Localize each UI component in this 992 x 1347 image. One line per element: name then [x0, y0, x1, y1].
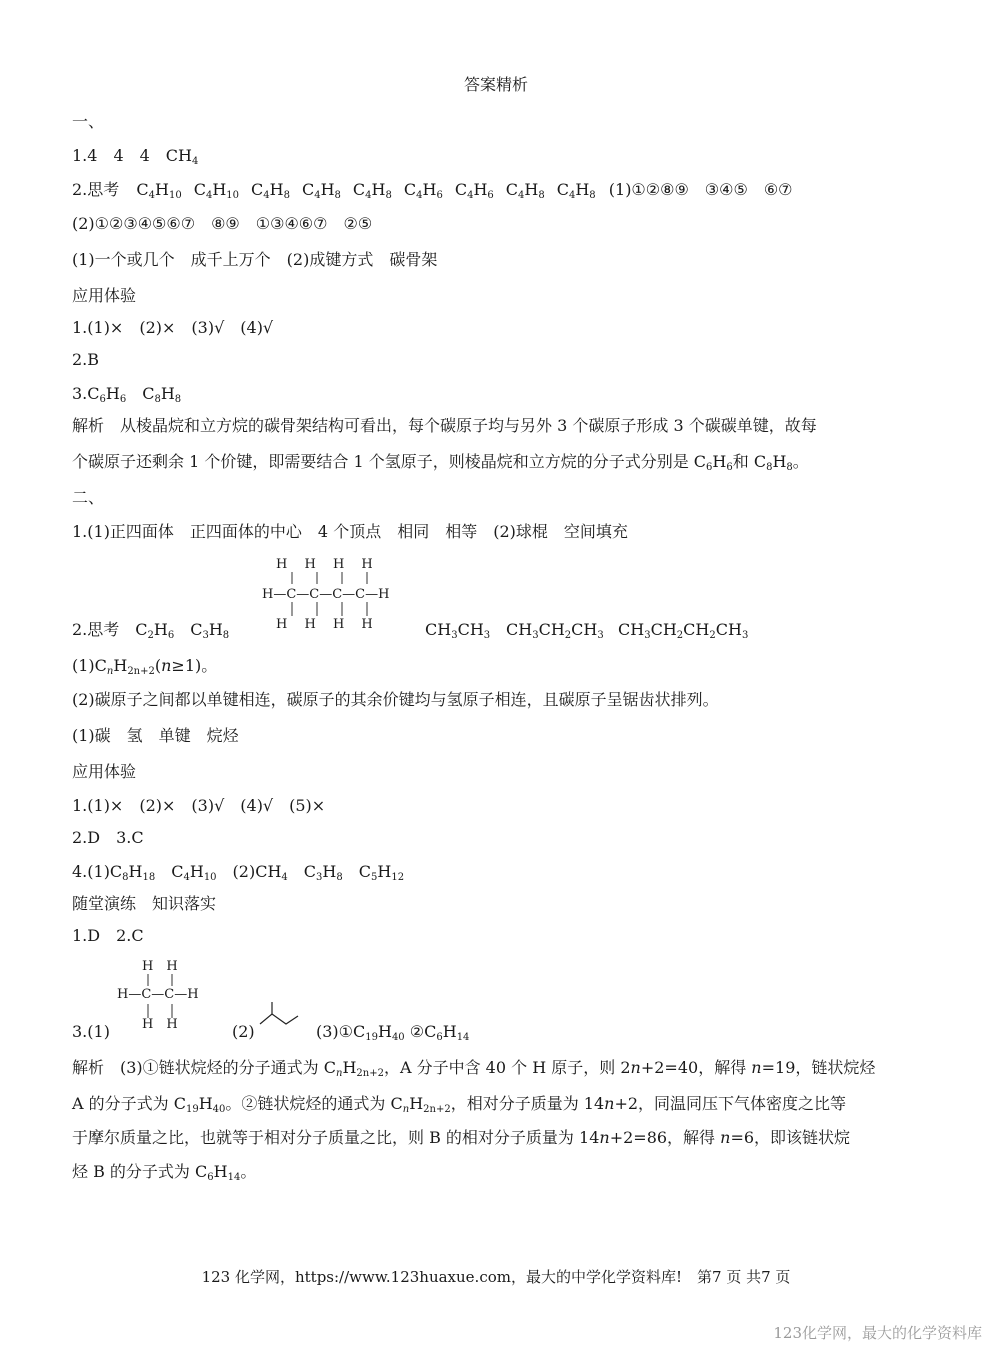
answer-line: 1.(1)正四面体 正四面体的中心 4 个顶点 相同 相等 (2)球棍 空间填充 [72, 522, 628, 541]
analysis-text: 烃 B 的分子式为 $C_6H_{14}$。 [72, 1162, 257, 1183]
ethane-structure-top: H H [142, 959, 178, 974]
section-heading-2: 二、 [72, 488, 105, 507]
condensed-formula-ethane: $CH_3CH_3$ [425, 620, 491, 641]
molecular-formula: $C_4H_8$ [352, 180, 392, 201]
condensed-formula-butane: $CH_3CH_2CH_2CH_3$ [618, 620, 749, 641]
analysis-text: 于摩尔质量之比，也就等于相对分子质量之比，则 B 的相对分子质量为 14n+2=86，解得 n=6，即该链状烷 [72, 1128, 851, 1147]
answer-line: (2) [232, 1022, 255, 1041]
molecular-formula: $C_4H_{10}$ [136, 180, 182, 201]
molecular-formula: $C_4H_8$ [505, 180, 545, 201]
analysis-text: 解析 从棱晶烷和立方烷的碳骨架结构可看出，每个碳原子均与另外 3 个碳原子形成 3 个碳碳单键，故每 [72, 416, 817, 435]
butane-structure-bottom: H H H H [276, 617, 373, 632]
answer-line: 1.4 4 4 $CH_4$ [72, 146, 199, 167]
answer-line: (1)一个或几个 成千上万个 (2)成键方式 碳骨架 [72, 250, 438, 269]
molecular-formula: $C_4H_8$ [251, 180, 290, 201]
answer-line: 3.(1) [72, 1022, 110, 1041]
page-footer: 123 化学网，https://www.123huaxue.com，最大的中学化学资料库! 第7 页 共7 页 [201, 1268, 791, 1286]
subheading: 应用体验 [72, 286, 137, 305]
molecular-formula: $C_4H_6$ [454, 180, 494, 201]
ethane-bonds [140, 972, 190, 1020]
condensed-formula-propane: $CH_3CH_2CH_3$ [506, 620, 604, 641]
answer-line: (2)碳原子之间都以单键相连，碳原子的其余价键均与氢原子相连，且碳原子呈锯齿状排列。 [72, 690, 719, 709]
answer-line: $(3)①C_{19}H_{40}$ $②C_6H_{14}$ [316, 1022, 470, 1043]
answer-line: (1)碳 氢 单键 烷烃 [72, 726, 239, 745]
answer-line: 2.思考 $C_2H_6$ $C_3H_8$ [72, 620, 230, 641]
section-heading-1: 一、 [72, 112, 105, 131]
answer-line: 2.思考 $C_4H_{10}$ $C_4H_{10}$ $C_4H_8$ $C_4H_8$ $C_4H_8$ $C_4H_6$ $C_4H_6$ $C_4H_8$ $C_4H_8$ (1)①②⑧⑨ ③④⑤ ⑥⑦ [72, 180, 793, 201]
answer-line: 1.(1)× (2)× (3)√ (4)√ (5)× [72, 796, 326, 815]
page-title: 答案精析 [463, 75, 528, 94]
analysis-text: A 的分子式为 $C_{19}H_{40}$。②链状烷烃的通式为 $C_nH_{2n+2}$，相对分子质量为 14n+2，同温同压下气体密度之比等 [72, 1094, 847, 1115]
answer-line: (2)①②③④⑤⑥⑦ ⑧⑨ ①③④⑥⑦ ②⑤ [72, 214, 373, 233]
molecular-formula: $C_4H_8$ [556, 180, 596, 201]
butane-structure-top: H H H H [276, 557, 373, 572]
analysis-text: 个碳原子还剩余 1 个价键，即需要结合 1 个氢原子，则棱晶烷和立方烷的分子式分别是 $C_6H_6$和 $C_8H_8$。 [72, 452, 809, 473]
answer-line: 2.B [72, 350, 100, 369]
ethane-structure-main: H—C—C—H [117, 987, 199, 1002]
butane-bonds [280, 570, 380, 618]
answer-line: 2.D 3.C [72, 828, 144, 847]
answer-line: 1.D 2.C [72, 926, 144, 945]
isobutane-skeletal-icon [256, 1000, 300, 1028]
molecular-formula: $C_4H_{10}$ [193, 180, 239, 201]
analysis-text: 解析 (3)①链状烷烃的分子通式为 $C_nH_{2n+2}$，A 分子中含 40 个 H 原子，则 2n+2=40，解得 n=19，链状烷烃 [72, 1058, 876, 1079]
subheading: 应用体验 [72, 762, 137, 781]
answer-line: $(1)C_nH_{2n+2}(n\ge 1)$。 [72, 656, 218, 677]
answer-line: $3.C_6H_6$ $C_8H_8$ [72, 384, 182, 405]
answer-line: $4.(1)C_8H_{18}$ $C_4H_{10}$ $(2)CH_4$ $C_3H_8$ $C_5H_{12}$ [72, 862, 405, 883]
molecular-formula: $C_4H_6$ [403, 180, 443, 201]
watermark: 123化学网，最大的化学资料库 [773, 1324, 982, 1342]
answer-line: 1.(1)× (2)× (3)√ (4)√ [72, 318, 274, 337]
ethane-structure-bottom: H H [142, 1017, 178, 1032]
section-heading-3: 随堂演练 知识落实 [72, 894, 217, 913]
butane-structure-main: H—C—C—C—C—H [262, 587, 390, 602]
molecular-formula: $C_4H_8$ [301, 180, 341, 201]
formula-list [124, 180, 595, 199]
